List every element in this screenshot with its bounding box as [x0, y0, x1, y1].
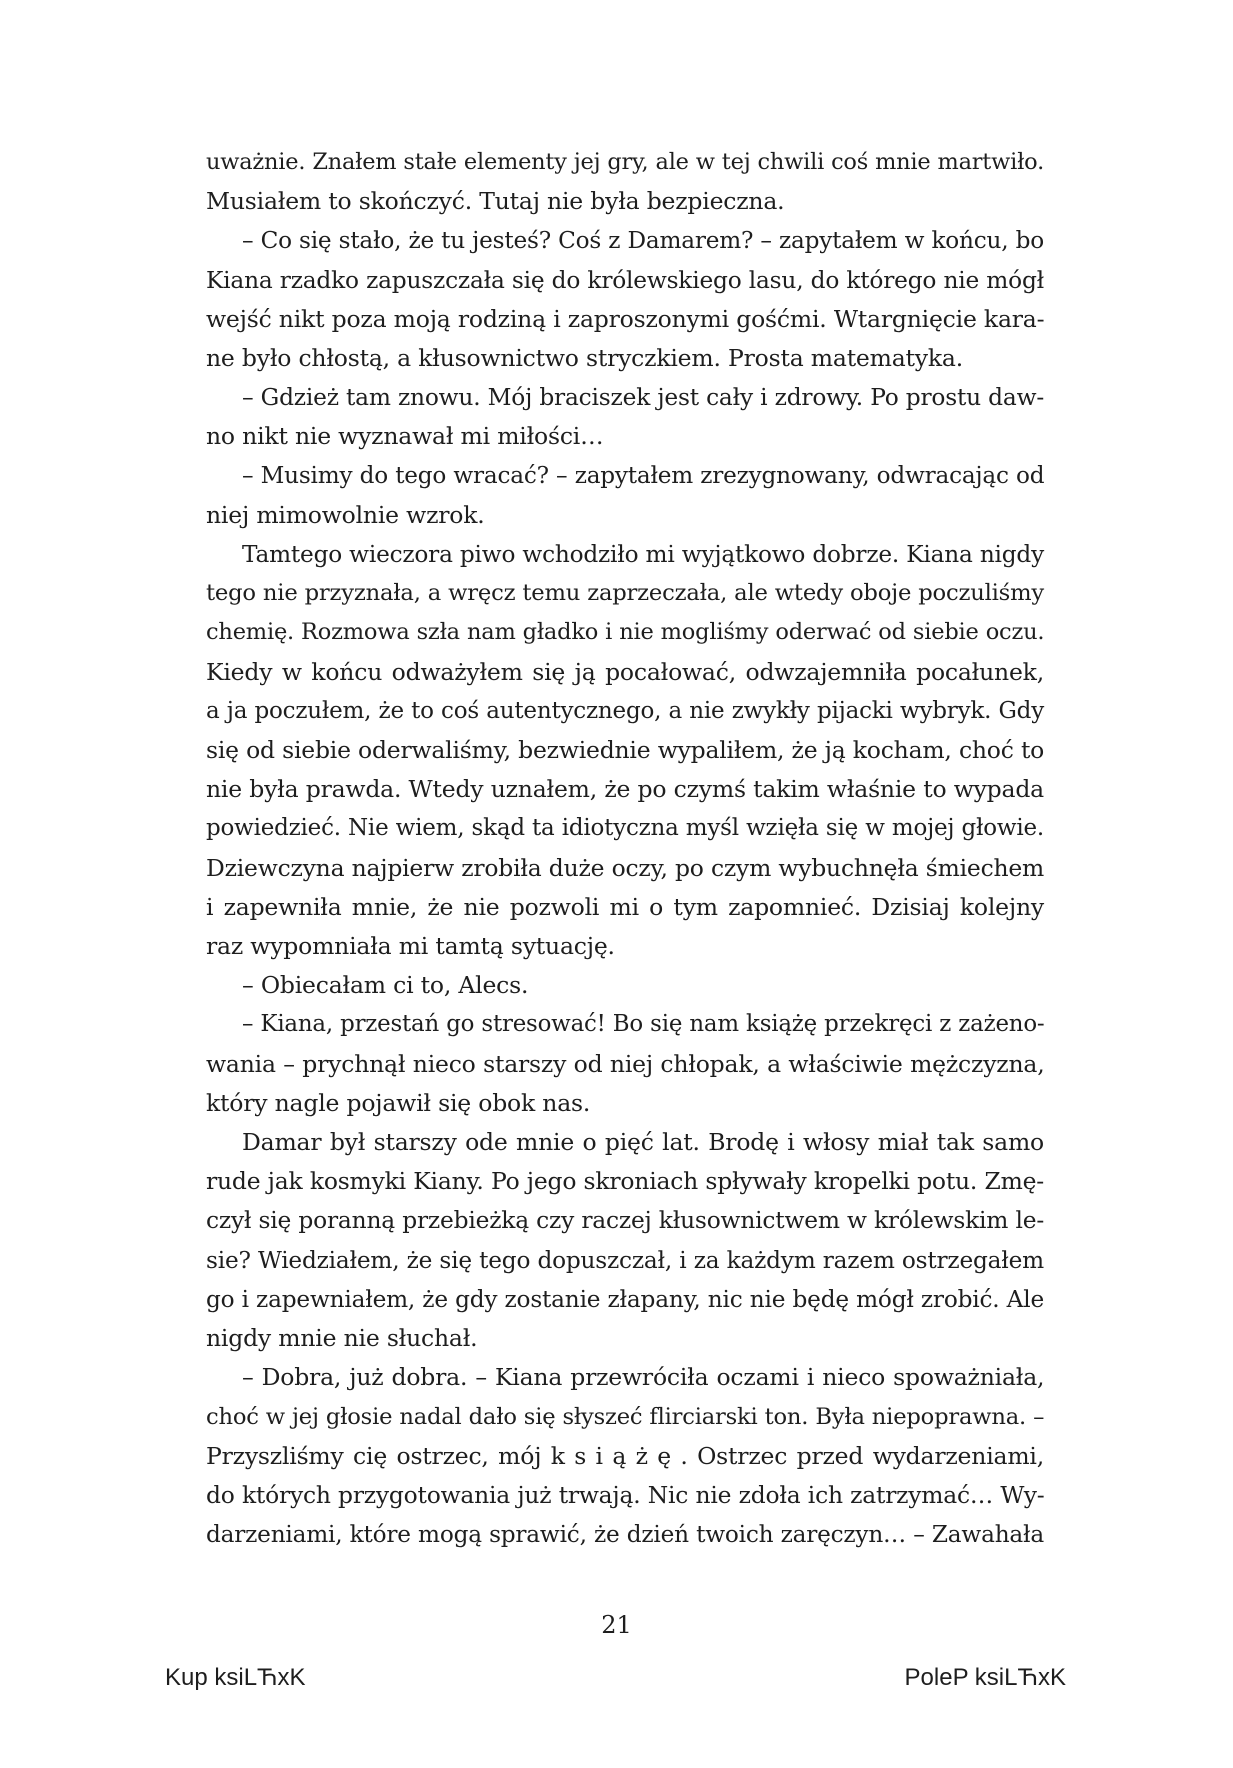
text-line: Dziewczyna najpierw zrobiła duże oczy, po czym wybuchnęła śmiechem — [206, 853, 1045, 882]
text-line: a ja poczułem, że to coś autentycznego, a nie zwykły pijacki wybryk. Gdy — [206, 697, 1044, 724]
text-line: Tamtego wieczora piwo wchodziło mi wyjątkowo dobrze. Kiana nigdy — [242, 541, 1044, 569]
page-number: 21 — [601, 1611, 632, 1639]
text-line: wania – prychnął nieco starszy od niej chłopak, a właściwie mężczyzna, — [206, 1049, 1045, 1078]
text-line: Musiałem to skończyć. Tutaj nie była bezpieczna. — [206, 187, 785, 216]
text-line: czył się poranną przebieżką czy raczej kłusownictwem w królewskim le- — [206, 1206, 1044, 1235]
text-line: się od siebie oderwaliśmy, bezwiednie wypaliłem, że ją kocham, choć to — [206, 736, 1045, 765]
text-line: Kiana rzadko zapuszczała się do królewskiego lasu, do którego nie mógł — [206, 266, 1044, 294]
text-line: go i zapewniałem, że gdy zostanie złapany, nic nie będę mógł zrobić. Ale — [206, 1285, 1044, 1313]
footer-left-link[interactable]: Kup ksiLЋxK — [165, 1664, 306, 1691]
body-text — [206, 143, 1044, 1554]
text-line: choć w jej głosie nadal dało się słyszeć flirciarski ton. Była niepoprawna. – — [206, 1403, 1045, 1430]
text-line: – Gdzież tam znowu. Mój braciszek jest cały i zdrowy. Po prostu daw- — [242, 384, 1044, 412]
text-line: i zapewniła mnie, że nie pozwoli mi o tym zapomnieć. Dzisiaj kolejny — [206, 892, 1044, 921]
text-line: rude jak kosmyki Kiany. Po jego skroniach spływały kropelki potu. Zmę- — [206, 1167, 1044, 1196]
text-line: – Dobra, już dobra. – Kiana przewróciła oczami i nieco spoważniała, — [242, 1363, 1045, 1392]
text-line: darzeniami, które mogą sprawić, że dzień twoich zaręczyn… – Zawahała — [206, 1521, 1044, 1549]
text-line: tego nie przyznała, a wręcz temu zaprzeczała, ale wtedy oboje poczuliśmy — [206, 580, 1044, 607]
text-line: wejść nikt poza moją rodziną i zaproszonymi gośćmi. Wtargnięcie kara- — [206, 304, 1045, 333]
text-line: ne było chłostą, a kłusownictwo stryczkiem. Prosta matematyka. — [206, 344, 963, 373]
text-line: no nikt nie wyznawał mi miłości… — [206, 422, 604, 451]
text-line: Damar był starszy ode mnie o pięć lat. Brodę i włosy miał tak samo — [242, 1128, 1044, 1157]
footer-right-link[interactable]: PoleP ksiLЋxK — [904, 1664, 1066, 1691]
text-line: do których przygotowania już trwają. Nic nie zdoła ich zatrzymać… Wy- — [206, 1480, 1045, 1509]
text-line: Przyszliśmy cię ostrzec, mój k s i ą ż ę . Ostrzec przed wydarzeniami, — [206, 1441, 1044, 1470]
text-line: nie była prawda. Wtedy uznałem, że po czymś takim właśnie to wypada — [206, 775, 1044, 804]
text-line: – Co się stało, że tu jesteś? Coś z Damarem? – zapytałem w końcu, bo — [242, 227, 1044, 255]
text-line: raz wypomniała mi tamtą sytuację. — [206, 932, 615, 961]
text-line: niej mimowolnie wzrok. — [206, 500, 485, 529]
text-line: uważnie. Znałem stałe elementy jej gry, ale w tej chwili coś mnie martwiło. — [206, 149, 1044, 175]
text-line: – Kiana, przestań go stresować! Bo się nam książę przekręci z zażeno- — [242, 1011, 1045, 1038]
text-line: który nagle pojawił się obok nas. — [206, 1088, 591, 1117]
text-line: – Musimy do tego wracać? – zapytałem zrezygnowany, odwracając od — [242, 462, 1045, 489]
text-line: Kiedy w końcu odważyłem się ją pocałować, odwzajemniła pocałunek, — [206, 657, 1044, 686]
text-line: – Obiecałam ci to, Alecs. — [242, 971, 529, 1000]
text-line: chemię. Rozmowa szła nam gładko i nie mogliśmy oderwać od siebie oczu. — [206, 619, 1045, 646]
text-line: sie? Wiedziałem, że się tego dopuszczał, i za każdym razem ostrzegałem — [206, 1246, 1044, 1274]
text-line: powiedzieć. Nie wiem, skąd ta idiotyczna myśl wzięła się w mojej głowie. — [206, 815, 1045, 842]
text-line: nigdy mnie nie słuchał. — [206, 1324, 478, 1353]
